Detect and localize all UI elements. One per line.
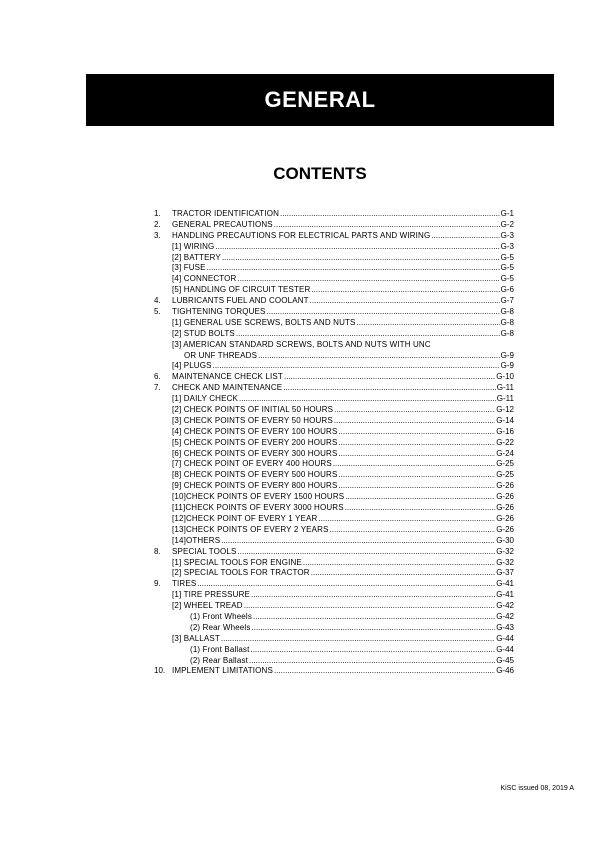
toc-entry-page: G-22 [496,437,514,447]
toc-dot-leader [213,361,500,372]
toc-dot-leader [249,656,495,667]
toc-entry[interactable] [154,220,514,231]
toc-entry[interactable] [154,666,514,677]
toc-entry-number: 6. [154,372,161,382]
toc-entry-title: (1) Front Wheels [190,611,252,621]
toc-entry[interactable] [154,351,514,362]
toc-entry-title: [12]CHECK POINT OF EVERY 1 YEAR [172,513,318,523]
toc-entry-title: [2] STUD BOLTS [172,328,235,338]
toc-entry[interactable] [154,612,514,623]
toc-entry[interactable] [154,427,514,438]
toc-dot-leader [253,612,495,623]
toc-entry-page: G-6 [500,285,514,295]
toc-dot-leader [311,285,499,296]
toc-dot-leader [338,427,495,438]
toc-dot-leader [244,601,495,612]
toc-entry-title: IMPLEMENT LIMITATIONS [172,666,273,676]
toc-entry-page: G-1 [500,209,514,218]
toc-dot-leader [318,514,495,525]
toc-dot-leader [222,253,500,264]
toc-entry-page: G-42 [496,611,514,621]
toc-entry-page: G-3 [500,230,514,240]
toc-entry-number: 2. [154,219,161,229]
toc-entry[interactable] [154,340,514,351]
toc-entry-title: [8] CHECK POINTS OF EVERY 500 HOURS [172,470,338,480]
toc-dot-leader [345,503,496,514]
toc-entry-page: G-9 [500,361,514,371]
toc-entry-title: [4] CONNECTOR [172,274,237,284]
section-title: GENERAL [264,87,376,112]
toc-dot-leader [303,558,495,569]
toc-entry-page: G-26 [496,492,514,502]
toc-entry-title: (2) Rear Ballast [190,655,248,665]
toc-entry-title: [3] BALLAST [172,633,220,643]
toc-entry[interactable] [154,459,514,470]
toc-entry[interactable] [154,274,514,285]
toc-entry[interactable] [154,438,514,449]
toc-entry-title: TIRES [172,579,197,589]
toc-entry[interactable] [154,329,514,340]
toc-entry-title: [4] PLUGS [172,361,212,371]
toc-entry-title: [2] BATTERY [172,252,221,262]
toc-entry-page: G-5 [500,274,514,284]
toc-entry[interactable] [154,307,514,318]
toc-entry-page: G-30 [496,535,514,545]
toc-entry-title: [1] WIRING [172,241,215,251]
toc-entry-title: [4] CHECK POINTS OF EVERY 100 HOURS [172,426,338,436]
toc-entry-title: [3] FUSE [172,263,206,273]
toc-entry-number: 5. [154,307,161,317]
toc-entry-title: [2] SPECIAL TOOLS FOR TRACTOR [172,568,310,578]
toc-entry[interactable] [154,285,514,296]
toc-dot-leader [221,536,495,547]
toc-dot-leader [236,329,500,340]
toc-dot-leader [338,481,495,492]
toc-entry-title: OR UNF THREADS [184,350,258,360]
toc-dot-leader [431,231,499,242]
toc-dot-leader [274,666,495,677]
toc-entry-title: MAINTENANCE CHECK LIST [172,372,283,382]
toc-entry-title: [1] DAILY CHECK [172,394,238,404]
toc-entry-page: G-41 [496,590,514,600]
toc-entry-page: G-8 [500,307,514,317]
toc-entry[interactable] [154,579,514,590]
toc-entry[interactable] [154,296,514,307]
toc-entry[interactable] [154,503,514,514]
toc-dot-leader [215,242,499,253]
toc-entry-title: SPECIAL TOOLS [172,546,237,556]
toc-dot-leader [258,351,500,362]
toc-dot-leader [221,634,495,645]
toc-entry[interactable] [154,492,514,503]
toc-entry-number: 3. [154,230,161,240]
toc-entry-title: [6] CHECK POINTS OF EVERY 300 HOURS [172,448,338,458]
toc-entry-page: G-26 [496,513,514,523]
toc-entry[interactable] [154,372,514,383]
toc-entry-page: G-24 [496,448,514,458]
toc-entry-page: G-11 [496,394,514,404]
toc-entry-page: G-37 [496,568,514,578]
toc-dot-leader [310,296,500,307]
toc-entry[interactable] [154,253,514,264]
toc-entry-title: [1] TIRE PRESSURE [172,590,250,600]
table-of-contents [154,209,514,677]
toc-entry-title: CHECK AND MAINTENANCE [172,383,283,393]
toc-entry-title: [1] GENERAL USE SCREWS, BOLTS AND NUTS [172,317,356,327]
toc-dot-leader [345,492,495,503]
toc-entry-page: G-25 [496,470,514,480]
toc-entry-page: G-25 [496,459,514,469]
toc-entry[interactable] [154,481,514,492]
toc-dot-leader [197,579,495,590]
toc-dot-leader [357,318,500,329]
toc-entry-page: G-44 [496,633,514,643]
toc-entry-title: [3] AMERICAN STANDARD SCREWS, BOLTS AND NUTS WITH UNC [172,339,431,349]
toc-entry[interactable] [154,231,514,242]
toc-entry-page: G-12 [496,405,514,415]
toc-dot-leader [267,307,500,318]
toc-entry-title: [1] SPECIAL TOOLS FOR ENGINE [172,557,302,567]
toc-entry-title: HANDLING PRECAUTIONS FOR ELECTRICAL PARTS AND WIRING [172,230,431,240]
toc-entry-page: G-32 [496,546,514,556]
toc-entry[interactable] [154,242,514,253]
toc-entry[interactable] [154,394,514,405]
toc-entry[interactable] [154,558,514,569]
toc-entry[interactable] [154,568,514,579]
toc-entry-number: 8. [154,546,161,556]
toc-entry[interactable] [154,656,514,667]
toc-entry-title: [14]OTHERS [172,535,221,545]
toc-entry[interactable] [154,547,514,558]
toc-entry-title: [5] CHECK POINTS OF EVERY 200 HOURS [172,437,338,447]
toc-dot-leader [284,372,495,383]
toc-entry-page: G-5 [500,263,514,273]
toc-dot-leader [334,405,495,416]
toc-dot-leader [330,525,496,536]
toc-dot-leader [338,449,495,460]
toc-entry-title: [5] HANDLING OF CIRCUIT TESTER [172,285,311,295]
toc-entry-title: (1) Front Ballast [190,644,250,654]
toc-entry-page: G-32 [496,557,514,567]
toc-entry-page: G-11 [496,383,514,393]
toc-entry-title: (2) Rear Wheels [190,622,251,632]
toc-entry-page: G-8 [500,328,514,338]
toc-entry[interactable] [154,536,514,547]
toc-entry[interactable] [154,263,514,274]
section-banner [86,74,554,126]
toc-entry-page: G-41 [496,579,514,589]
toc-entry-page: G-42 [496,601,514,611]
toc-entry-page: G-7 [500,296,514,306]
toc-dot-leader [283,383,496,394]
toc-entry-page: G-3 [500,241,514,251]
toc-entry-page: G-26 [496,524,514,534]
toc-dot-leader [338,438,495,449]
toc-entry-title: [10]CHECK POINTS OF EVERY 1500 HOURS [172,492,345,502]
toc-entry-number: 7. [154,383,161,393]
toc-entry-page: G-10 [496,372,514,382]
toc-entry-title: TIGHTENING TORQUES [172,307,266,317]
toc-entry[interactable] [154,514,514,525]
toc-entry-page: G-14 [496,415,514,425]
toc-entry-number: 10. [154,666,166,676]
toc-entry-page: G-2 [500,219,514,229]
issue-footer: KiSC issued 08, 2019 A [500,785,574,792]
toc-entry[interactable] [154,209,514,220]
toc-entry[interactable] [154,645,514,656]
toc-entry-page: G-46 [496,666,514,676]
toc-dot-leader [338,470,495,481]
toc-entry-page: G-9 [500,350,514,360]
toc-entry-title: GENERAL PRECAUTIONS [172,219,273,229]
toc-entry-page: G-26 [496,503,514,513]
toc-entry-number: 1. [154,209,161,218]
toc-dot-leader [238,547,496,558]
toc-entry-title: [13]CHECK POINTS OF EVERY 2 YEARS [172,524,329,534]
toc-entry-page: G-5 [500,252,514,262]
toc-entry[interactable] [154,361,514,372]
toc-entry-title: LUBRICANTS FUEL AND COOLANT [172,296,309,306]
toc-entry[interactable] [154,449,514,460]
toc-dot-leader [207,263,500,274]
toc-entry-title: [2] CHECK POINTS OF INITIAL 50 HOURS [172,405,334,415]
toc-entry[interactable] [154,525,514,536]
toc-dot-leader [237,274,499,285]
toc-entry-number: 4. [154,296,161,306]
toc-dot-leader [334,416,495,427]
toc-entry[interactable] [154,634,514,645]
toc-entry[interactable] [154,318,514,329]
contents-heading: CONTENTS [273,164,367,183]
toc-entry[interactable] [154,470,514,481]
toc-dot-leader [280,209,500,220]
toc-entry-page: G-16 [496,426,514,436]
toc-entry[interactable] [154,623,514,634]
toc-entry[interactable] [154,590,514,601]
toc-entry[interactable] [154,383,514,394]
toc-entry-title: [9] CHECK POINTS OF EVERY 800 HOURS [172,481,338,491]
toc-entry-title: [3] CHECK POINTS OF EVERY 50 HOURS [172,415,333,425]
toc-entry-title: [7] CHECK POINT OF EVERY 400 HOURS [172,459,332,469]
toc-entry-title: [2] WHEEL TREAD [172,601,243,611]
toc-entry[interactable] [154,416,514,427]
toc-entry-title: TRACTOR IDENTIFICATION [172,209,280,218]
toc-dot-leader [333,459,495,470]
toc-dot-leader [252,623,496,634]
toc-dot-leader [250,645,495,656]
toc-dot-leader [239,394,496,405]
toc-entry-page: G-44 [496,644,514,654]
toc-entry-page: G-43 [496,622,514,632]
toc-entry[interactable] [154,601,514,612]
toc-entry-page: G-26 [496,481,514,491]
toc-entry-page: G-8 [500,317,514,327]
toc-entry-title: [11]CHECK POINTS OF EVERY 3000 HOURS [172,503,344,513]
toc-dot-leader [311,568,495,579]
toc-entry-number: 9. [154,579,161,589]
toc-dot-leader [251,590,495,601]
toc-entry[interactable] [154,405,514,416]
toc-dot-leader [274,220,500,231]
toc-entry-page: G-45 [496,655,514,665]
